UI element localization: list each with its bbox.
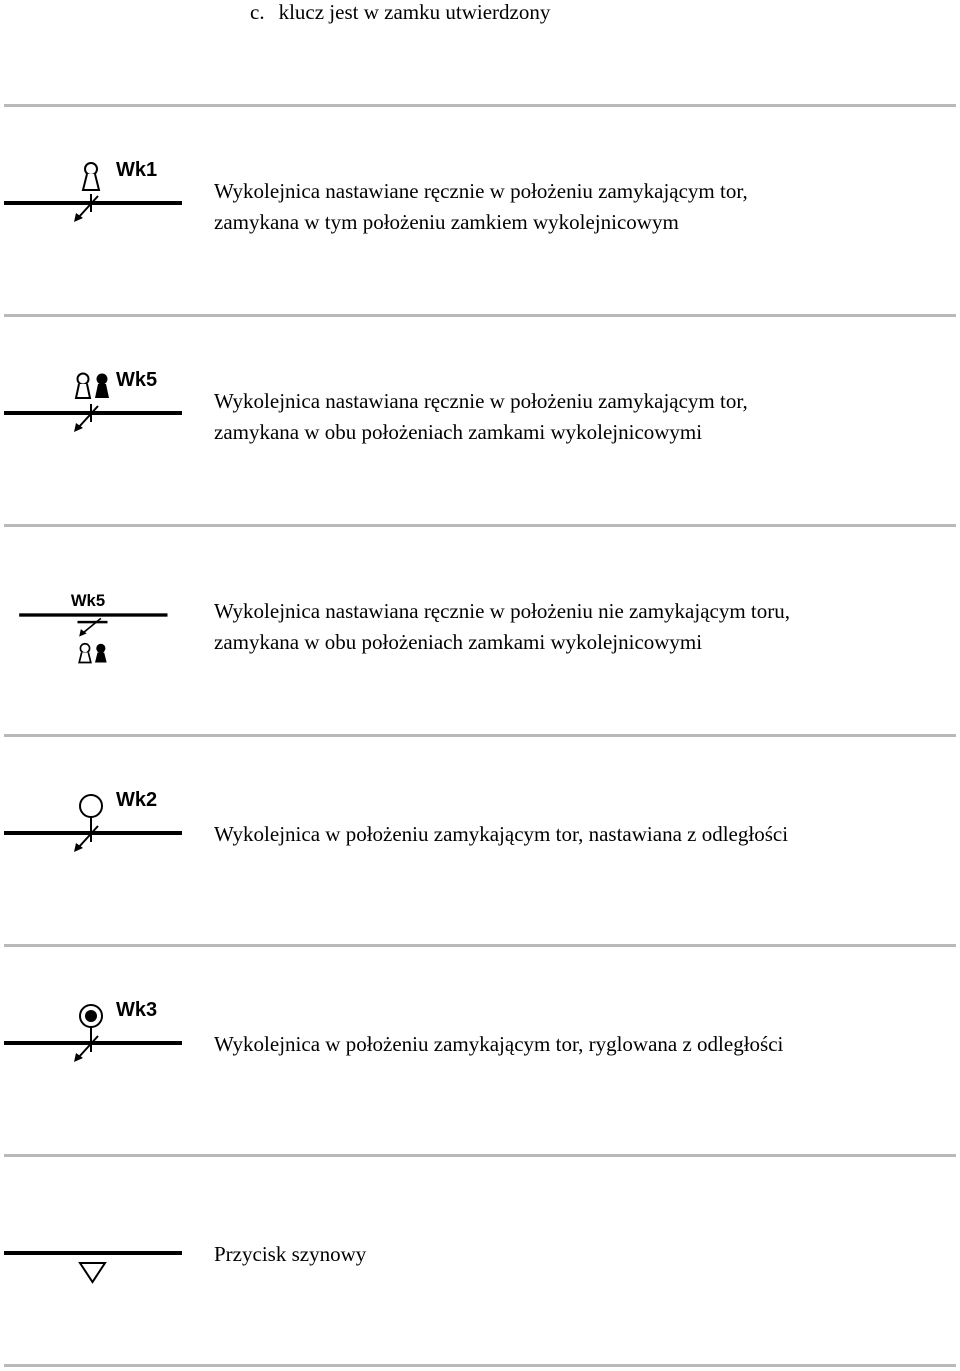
- divider: [4, 734, 956, 737]
- divider: [4, 944, 956, 947]
- description-line: Wykolejnica w położeniu zamykającym tor, ryglowana z odległości: [214, 1032, 784, 1056]
- description-line: Wykolejnica nastawiane ręcznie w położeniu zamykającym tor,: [214, 179, 748, 203]
- derailer-arrow-icon: [74, 406, 98, 432]
- derailer-symbol-wk2: [0, 780, 190, 880]
- symbol-description: [214, 819, 788, 850]
- symbol-label: Wk3: [116, 999, 158, 1021]
- derailer-bar: [78, 621, 108, 624]
- description-line: Wykolejnica nastawiana ręcznie w położeniu nie zamykającym toru,: [214, 599, 790, 623]
- symbol-label: Wk1: [116, 159, 158, 181]
- symbol-description: [214, 1239, 366, 1270]
- symbol-description: [214, 176, 748, 238]
- key-lock-open-icon: [76, 374, 90, 399]
- symbol-label: Wk2: [116, 789, 158, 811]
- symbol-label: Wk5: [116, 369, 158, 391]
- divider: [4, 314, 956, 317]
- symbol-description: [214, 596, 790, 658]
- derailer-arrow-icon: [74, 196, 98, 222]
- divider: [4, 104, 956, 107]
- track-line: [19, 613, 167, 616]
- description-line: zamykana w obu położeniach zamkami wykolejnicowymi: [214, 630, 703, 654]
- derailer-symbol-wk1: [0, 150, 190, 250]
- divider: [4, 1154, 956, 1157]
- symbol-description: [214, 386, 748, 448]
- derailer-arrow-icon: [74, 1036, 98, 1062]
- derailer-symbol-wk5-alt: [0, 570, 190, 670]
- derailer-symbol-wk3: [0, 990, 190, 1090]
- list-marker: c.: [250, 0, 265, 24]
- symbol-description: [214, 1029, 783, 1060]
- description-line: Wykolejnica nastawiana ręcznie w położeniu zamykającym tor,: [214, 389, 748, 413]
- symbol-label: Wk5: [70, 590, 106, 610]
- description-line: zamykana w tym położeniu zamkiem wykolejnicowym: [214, 210, 679, 234]
- header-text: klucz jest w zamku utwierdzony: [278, 0, 551, 24]
- key-lock-open-icon: [79, 644, 91, 663]
- key-lock-closed-icon: [95, 644, 107, 663]
- divider: [4, 1364, 956, 1367]
- derailer-symbol-wk5: [0, 360, 190, 460]
- derailer-arrow-icon: [74, 826, 98, 852]
- description-line: Wykolejnica w położeniu zamykającym tor, nastawiana z odległości: [214, 822, 789, 846]
- remote-lock-icon: [80, 1005, 102, 1027]
- description-line: zamykana w obu położeniach zamkami wykolejnicowymi: [214, 420, 703, 444]
- rail-button-symbol: [0, 1200, 190, 1300]
- track-line: [4, 1251, 182, 1255]
- list-item-header: [250, 0, 550, 24]
- description-line: Przycisk szynowy: [214, 1242, 367, 1266]
- key-lock-open-icon: [83, 163, 99, 190]
- triangle-down-icon: [80, 1263, 105, 1282]
- remote-control-icon: [80, 795, 102, 817]
- key-lock-closed-icon: [95, 374, 109, 399]
- divider: [4, 524, 956, 527]
